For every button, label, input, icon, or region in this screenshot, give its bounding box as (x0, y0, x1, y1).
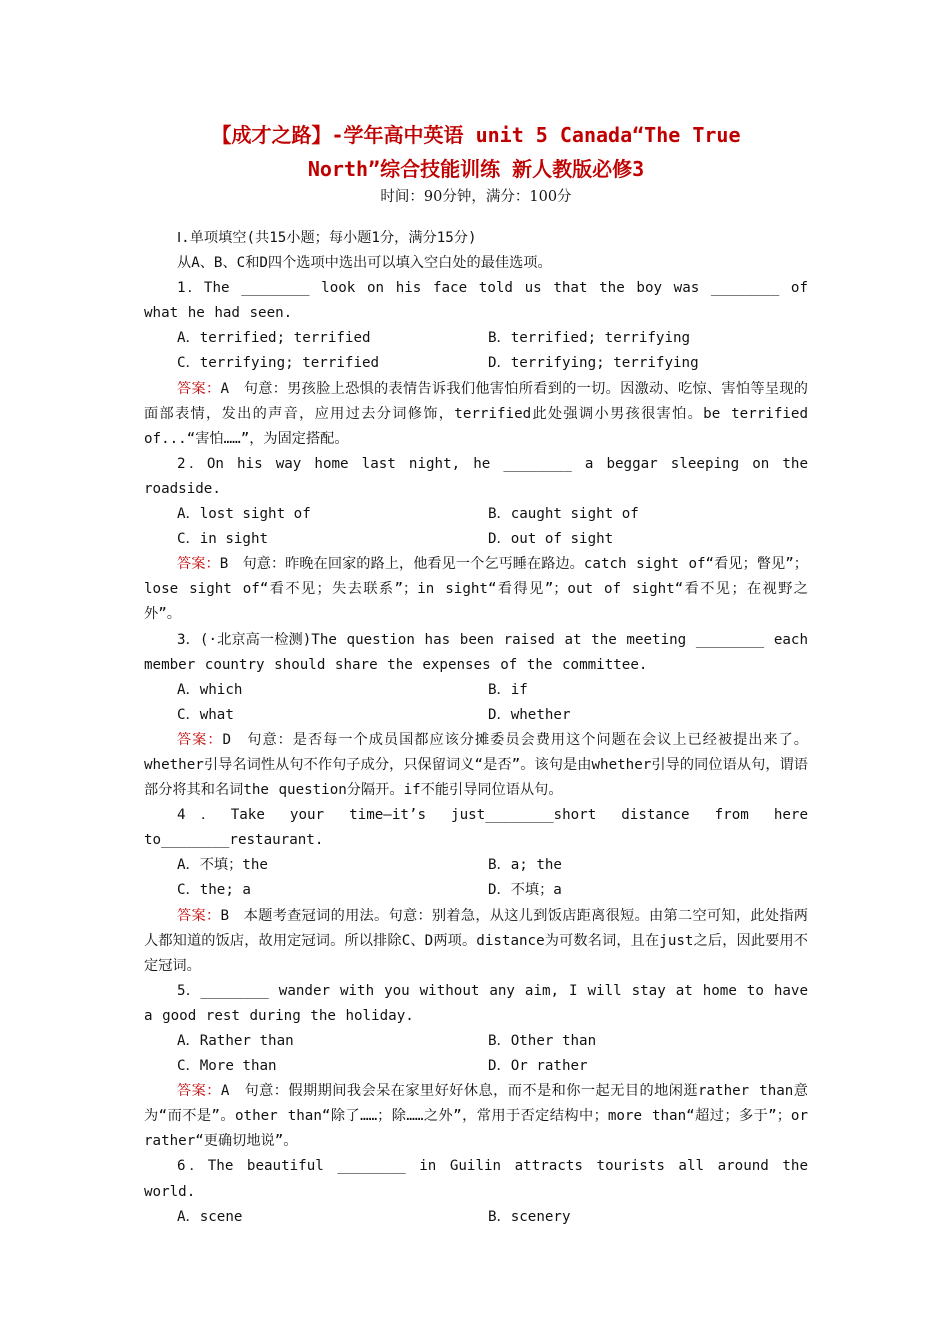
answer-label: 答案： (177, 380, 221, 397)
options-grid (144, 502, 808, 552)
answer-explanation (144, 1079, 808, 1154)
question-block (144, 452, 808, 628)
option-item: C．terrifying; terrified (177, 355, 380, 372)
section-heading: Ⅰ.单项填空(共15小题；每小题1分，满分15分) (177, 230, 477, 246)
question-stem: 2．On his way home last night, he ________ a beggar sleeping on the roadside. (144, 455, 808, 497)
option-item: B．Other than (488, 1033, 597, 1049)
question-stem: 1．The ________ look on his face told us that the boy was ________ of what he had seen. (144, 280, 808, 322)
option-item: B．terrified; terrifying (488, 330, 691, 347)
option-item: D．terrifying; terrifying (488, 355, 699, 372)
question-block (144, 1154, 808, 1229)
answer-explanation (144, 728, 808, 803)
question-stem: 5．________ wander with you without any aim, I will stay at home to have a good rest during the holiday. (144, 982, 808, 1024)
question-block (144, 979, 808, 1155)
option-item: A．which (177, 681, 243, 698)
question-stem: 3．(·北京高一检测)The question has been raised at the meeting ________ each member country should share the expenses of the committee. (144, 631, 808, 673)
option-item: C．More than (177, 1058, 277, 1075)
option-item: D．out of sight (488, 531, 614, 548)
exam-time-info: 时间：90分钟，满分：100分 (380, 189, 572, 205)
question-stem: 4．Take your time—it’s just________short distance from here to________restaurant. (144, 807, 808, 849)
option-item: D．whether (488, 706, 571, 723)
question-stem: 6．The beautiful ________ in Guilin attracts tourists all around the world. (144, 1158, 808, 1200)
answer-text: A 句意：假期期间我会呆在家里好好休息，而不是和你一起无目的地闲逛rather than意为“而不是”。other than“除了……；除……之外”，常用于否定结构中；more than“超过；多于”；or rather“更确切地说”。 (144, 1083, 808, 1150)
options-grid (144, 678, 808, 728)
section-instruction: 从A、B、C和D四个选项中选出可以填入空白处的最佳选项。 (177, 255, 552, 272)
answer-explanation (144, 377, 808, 452)
answer-label: 答案： (177, 556, 220, 573)
options-grid (144, 853, 808, 903)
option-item: A．Rather than (177, 1033, 294, 1049)
option-item: A．lost sight of (177, 506, 311, 523)
option-item: A．不填；the (177, 857, 268, 874)
question-block (144, 628, 808, 804)
document-title-line-2: North”综合技能训练 新人教版必修3 (307, 157, 645, 181)
question-block (144, 276, 808, 452)
option-item: A．terrified; terrified (177, 330, 371, 347)
answer-text: D 句意：是否每一个成员国都应该分摊委员会费用这个问题在会议上已经被提出来了。whether引导名词性从句不作句子成分，只保留词义“是否”。该句是由whether引导的同位语从句，谓语部分将其和名词the question分隔开。if不能引导同位语从句。 (144, 731, 808, 799)
answer-explanation (144, 552, 808, 627)
option-item: D．不填；a (488, 882, 562, 899)
option-item: C．in sight (177, 531, 269, 548)
option-item: B．caught sight of (488, 506, 639, 523)
document-page (144, 118, 808, 1230)
answer-text: B 句意：昨晚在回家的路上，他看见一个乞丐睡在路边。catch sight of“看见；瞥见”；lose sight of“看不见；失去联系”；in sight“看得见”；out of sight“看不见；在视野之外”。 (144, 556, 808, 623)
option-item: B．if (488, 681, 528, 698)
options-grid (144, 326, 808, 376)
answer-text: A 句意：男孩脸上恐惧的表情告诉我们他害怕所看到的一切。因激动、吃惊、害怕等呈现的面部表情，发出的声音，应用过去分词修饰，terrified此处强调小男孩很害怕。be terrified of...“害怕……”，为固定搭配。 (144, 380, 808, 447)
answer-label: 答案： (177, 731, 223, 748)
answer-label: 答案： (177, 907, 221, 924)
option-item: D．Or rather (488, 1058, 588, 1075)
option-item: A．scene (177, 1208, 243, 1225)
answer-label: 答案： (177, 1083, 221, 1100)
question-list (144, 276, 808, 1230)
answer-text: B 本题考查冠词的用法。句意：别着急，从这儿到饭店距离很短。由第二空可知，此处指两人都知道的饭店，故用定冠词。所以排除C、D两项。distance为可数名词，且在just之后，因此要用不定冠词。 (144, 907, 808, 974)
document-title-line-1: 【成才之路】-学年高中英语 unit 5 Canada“The True (211, 123, 741, 147)
option-item: C．what (177, 706, 234, 723)
answer-explanation (144, 904, 808, 979)
option-item: B．scenery (488, 1208, 571, 1225)
question-block (144, 803, 808, 979)
options-grid (144, 1029, 808, 1079)
option-item: B．a; the (488, 857, 562, 874)
options-grid (144, 1205, 808, 1230)
option-item: C．the; a (177, 882, 251, 899)
